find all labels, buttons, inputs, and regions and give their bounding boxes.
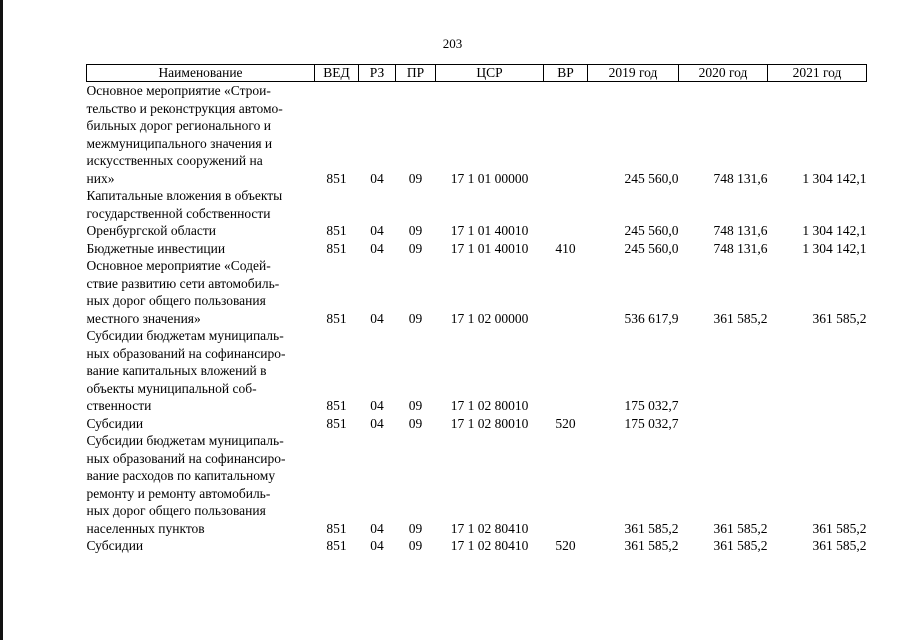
- row-2021: 1 304 142,1: [802, 240, 867, 256]
- row-ved: 851: [326, 170, 347, 186]
- row-name-line: населенных пунктов: [86, 520, 205, 536]
- row-vr: 410: [555, 240, 576, 256]
- row-2020: [679, 327, 768, 415]
- row-name: [87, 257, 315, 327]
- row-name-line: ных дорог общего пользования: [86, 503, 266, 518]
- row-2020: 748 131,6: [713, 223, 768, 238]
- row-pr: 09: [408, 520, 423, 536]
- row-2020: 748 131,6: [713, 240, 768, 256]
- row-2020: 361 585,2: [713, 520, 768, 536]
- row-pr: 09: [408, 310, 423, 326]
- row-name-line: межмуниципального значения и: [86, 135, 273, 151]
- row-2020: 361 585,2: [713, 538, 768, 553]
- header-vr: ВР: [544, 65, 588, 82]
- row-name-line: бильных дорог регионального и: [86, 118, 271, 133]
- table-row: [87, 257, 867, 327]
- row-ved: 851: [326, 240, 347, 256]
- row-rz: 04: [370, 520, 384, 536]
- row-2021: 1 304 142,1: [802, 170, 867, 186]
- row-name: [87, 187, 315, 240]
- row-csr: 17 1 02 80010: [450, 415, 529, 431]
- row-csr: 17 1 02 80410: [450, 520, 529, 536]
- row-name-line: вание капитальных вложений в: [86, 363, 267, 378]
- row-pr: 09: [408, 223, 423, 238]
- row-rz: 04: [370, 240, 384, 256]
- row-2019: 245 560,0: [624, 240, 679, 256]
- row-name-line: Субсидии бюджетам муниципаль-: [86, 328, 284, 343]
- row-name-line: Субсидии: [86, 415, 144, 431]
- row-name: [87, 415, 315, 433]
- row-vr: [544, 82, 588, 188]
- row-ved: 851: [326, 398, 347, 413]
- table-row: [87, 240, 867, 258]
- row-rz: 04: [370, 310, 384, 326]
- row-vr: 520: [555, 415, 576, 431]
- row-ved: 851: [326, 223, 347, 238]
- row-name: [87, 432, 315, 537]
- row-name-line: ствие развитию сети автомобиль-: [86, 275, 280, 291]
- header-2019: 2019 год: [588, 65, 679, 82]
- header-pr: ПР: [396, 65, 436, 82]
- row-vr: [544, 187, 588, 240]
- table-row: [87, 537, 867, 555]
- header-csr: ЦСР: [436, 65, 544, 82]
- row-name-line: искусственных сооружений на: [86, 153, 263, 168]
- row-csr: 17 1 01 40010: [450, 223, 529, 238]
- row-vr: [544, 257, 588, 327]
- row-name-line: ремонту и ремонту автомобиль-: [86, 485, 271, 501]
- table-body: [87, 82, 867, 555]
- row-name-line: Капитальные вложения в объекты: [86, 188, 283, 203]
- row-name: [87, 240, 315, 258]
- table-row: [87, 187, 867, 240]
- row-2021: [768, 327, 867, 415]
- row-rz: 04: [370, 398, 384, 413]
- table-row: [87, 432, 867, 537]
- row-rz: 04: [370, 223, 384, 238]
- row-csr: 17 1 01 40010: [450, 240, 529, 256]
- row-pr: 09: [408, 240, 423, 256]
- row-ved: 851: [326, 538, 347, 553]
- row-name-line: объекты муниципальной соб-: [86, 380, 257, 396]
- table-row: [87, 327, 867, 415]
- row-csr: 17 1 02 00000: [450, 310, 529, 326]
- row-pr: 09: [408, 398, 423, 413]
- table-row: [87, 415, 867, 433]
- row-name-line: ственности: [86, 398, 152, 413]
- row-vr: 520: [555, 538, 576, 553]
- row-name-line: вание расходов по капитальному: [86, 468, 276, 483]
- row-csr: 17 1 02 80010: [450, 398, 529, 413]
- row-csr: 17 1 02 80410: [450, 538, 529, 553]
- header-2021: 2021 год: [768, 65, 867, 82]
- row-2021: 1 304 142,1: [802, 223, 867, 238]
- table-header-row: [87, 65, 867, 82]
- row-2019: 245 560,0: [624, 170, 679, 186]
- row-name-line: тельство и реконструкция автомо-: [86, 100, 283, 116]
- row-2019: 361 585,2: [624, 520, 679, 536]
- header-name: Наименование: [87, 65, 315, 82]
- row-pr: 09: [408, 415, 423, 431]
- header-rz: РЗ: [359, 65, 396, 82]
- row-name-line: Основное мероприятие «Строи-: [86, 83, 271, 98]
- row-name: [87, 327, 315, 415]
- row-rz: 04: [370, 415, 384, 431]
- row-name-line: Субсидии бюджетам муниципаль-: [86, 433, 284, 448]
- row-ved: 851: [326, 520, 347, 536]
- row-name-line: Бюджетные инвестиции: [86, 240, 226, 256]
- budget-table: [86, 64, 867, 555]
- row-2020: 748 131,6: [713, 170, 768, 186]
- header-ved: ВЕД: [315, 65, 359, 82]
- row-csr: 17 1 01 00000: [450, 170, 529, 186]
- row-name-line: Субсидии: [86, 538, 144, 553]
- row-pr: 09: [408, 170, 423, 186]
- row-name-line: Оренбургской области: [86, 223, 216, 238]
- row-vr: [544, 327, 588, 415]
- row-vr: [544, 432, 588, 537]
- row-name-line: ных образований на софинансиро-: [86, 345, 286, 361]
- row-name-line: ных дорог общего пользования: [86, 293, 266, 308]
- row-2019: 175 032,7: [624, 398, 679, 413]
- row-name-line: местного значения»: [86, 310, 201, 326]
- row-2021: 361 585,2: [812, 520, 867, 536]
- page-number: 203: [442, 36, 463, 51]
- header-2020: 2020 год: [679, 65, 768, 82]
- row-name-line: них»: [86, 170, 115, 186]
- row-rz: 04: [370, 170, 384, 186]
- row-2021: 361 585,2: [812, 310, 867, 326]
- scan-border: [0, 0, 3, 640]
- row-name: [87, 537, 315, 555]
- row-name-line: государственной собственности: [86, 205, 271, 221]
- row-2019: 245 560,0: [624, 223, 679, 238]
- row-ved: 851: [326, 415, 347, 431]
- table-row: [87, 82, 867, 188]
- row-name-line: ных образований на софинансиро-: [86, 450, 286, 466]
- row-2020: 361 585,2: [713, 310, 768, 326]
- row-pr: 09: [408, 538, 423, 553]
- row-2020: [679, 415, 768, 433]
- row-2021: [768, 415, 867, 433]
- row-2019: 361 585,2: [624, 538, 679, 553]
- row-2021: 361 585,2: [812, 538, 867, 553]
- row-2019: 536 617,9: [624, 310, 679, 326]
- row-name-line: Основное мероприятие «Содей-: [86, 258, 271, 273]
- row-name: [87, 82, 315, 188]
- row-2019: 175 032,7: [624, 415, 679, 431]
- row-ved: 851: [326, 310, 347, 326]
- row-rz: 04: [370, 538, 384, 553]
